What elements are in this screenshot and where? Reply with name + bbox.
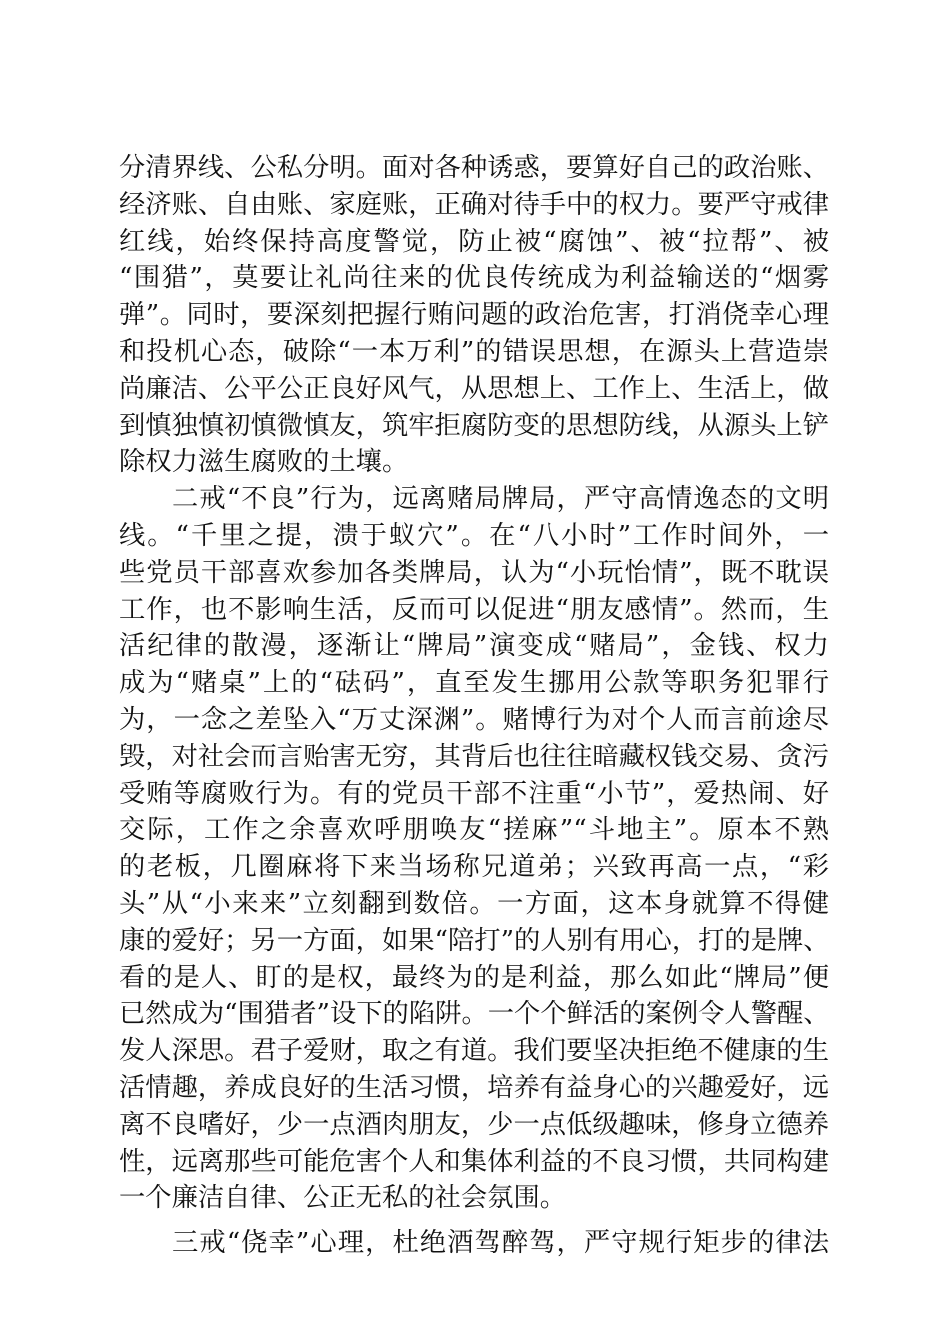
- paragraph-line: 毁，对社会而言贻害无穷，其背后也往往暗藏权钱交易、贪污: [119, 742, 830, 772]
- paragraph-line: 活纪律的散漫，逐渐让“牌局”演变成“赌局”，金钱、权力: [119, 631, 829, 661]
- paragraph-line: 为，一念之差坠入“万丈深渊”。赌博行为对个人而言前途尽: [119, 705, 829, 735]
- paragraph-heading-line: 二戒“不良”行为，远离赌局牌局，严守高情逸态的文明: [172, 484, 829, 514]
- paragraph-line: “围猎”，莫要让礼尚往来的优良传统成为利益输送的“烟雾: [119, 263, 829, 293]
- paragraph-line: 的老板，几圈麻将下来当场称兄道弟；兴致再高一点，“彩: [119, 852, 829, 882]
- paragraph-line: 经济账、自由账、家庭账，正确对待手中的权力。要严守戒律: [119, 190, 830, 220]
- paragraph-line: 受贿等腐败行为。有的党员干部不注重“小节”，爱热闹、好: [119, 779, 829, 809]
- paragraph-line: 发人深思。君子爱财，取之有道。我们要坚决拒绝不健康的生: [119, 1036, 830, 1066]
- paragraph-line: 头”从“小来来”立刻翻到数倍。一方面，这本身就算不得健: [119, 889, 829, 919]
- paragraph-line: 线。“千里之提，溃于蚁穴”。在“八小时”工作时间外，一: [119, 521, 829, 551]
- paragraph-line: 已然成为“围猎者”设下的陷阱。一个个鲜活的案例令人警醒、: [119, 999, 830, 1029]
- paragraph-line: 成为“赌桌”上的“砝码”，直至发生挪用公款等职务犯罪行: [119, 668, 829, 698]
- paragraph-line: 性，远离那些可能危害个人和集体利益的不良习惯，共同构建: [119, 1147, 830, 1177]
- paragraph-line: 看的是人、盯的是权，最终为的是利益，那么如此“牌局”便: [119, 963, 829, 993]
- paragraph-line: 分清界线、公私分明。面对各种诱惑，要算好自己的政治账、: [119, 153, 830, 183]
- paragraph-line: 康的爱好；另一方面，如果“陪打”的人别有用心，打的是牌、: [119, 926, 830, 956]
- paragraph-line: 到慎独慎初慎微慎友，筑牢拒腐防变的思想防线，从源头上铲: [119, 411, 830, 441]
- paragraph-line: 活情趣，养成良好的生活习惯，培养有益身心的兴趣爱好，远: [119, 1073, 830, 1103]
- paragraph-line: 工作，也不影响生活，反而可以促进“朋友感情”。然而，生: [119, 595, 829, 625]
- paragraph-line: 尚廉洁、公平公正良好风气，从思想上、工作上、生活上，做: [119, 374, 830, 404]
- paragraph-line: 些党员干部喜欢参加各类牌局，认为“小玩怡情”，既不耽误: [119, 558, 829, 588]
- paragraph-line: 红线，始终保持高度警觉，防止被“腐蚀”、被“拉帮”、被: [119, 227, 829, 257]
- paragraph-line: 一个廉洁自律、公正无私的社会氛围。: [119, 1183, 567, 1213]
- paragraph-line: 和投机心态，破除“一本万利”的错误思想，在源头上营造崇: [119, 337, 829, 367]
- paragraph-heading-line: 三戒“侥幸”心理，杜绝酒驾醉驾，严守规行矩步的律法: [172, 1228, 829, 1258]
- paragraph-line: 除权力滋生腐败的土壤。: [119, 447, 409, 477]
- paragraph-line: 弹”。同时，要深刻把握行贿问题的政治危害，打消侥幸心理: [119, 300, 829, 330]
- paragraph-line: 交际，工作之余喜欢呼朋唤友“搓麻”“斗地主”。原本不熟: [119, 815, 829, 845]
- paragraph-line: 离不良嗜好，少一点酒肉朋友，少一点低级趣味，修身立德养: [119, 1110, 830, 1140]
